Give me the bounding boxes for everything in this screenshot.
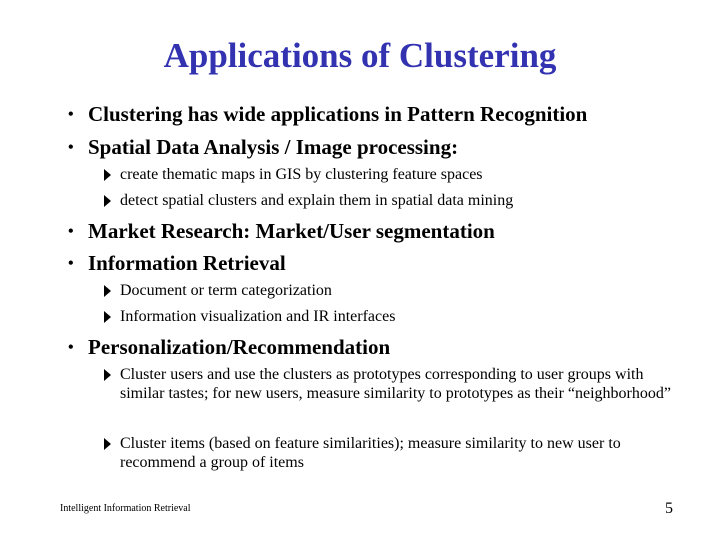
sub-bullet-text: Cluster items (based on feature similarities); measure similarity to new user to recommend a group of items: [120, 435, 621, 471]
bullet-icon: •: [68, 255, 74, 272]
triangle-bullet-icon: [104, 195, 111, 207]
sub-bullet-text: Document or term categorization: [120, 282, 332, 299]
triangle-bullet-icon: [104, 169, 111, 181]
sub-bullet-item: [104, 308, 684, 327]
sub-bullet-item: [104, 366, 684, 404]
slide-title: Applications of Clustering: [163, 36, 557, 75]
sub-bullet-item: [104, 192, 684, 211]
bullet-text: Clustering has wide applications in Pattern Recognition: [88, 102, 588, 126]
bullet-item: [68, 104, 587, 125]
triangle-bullet-icon: [104, 311, 111, 323]
sub-bullet-text: Information visualization and IR interfaces: [120, 308, 396, 325]
bullet-icon: •: [68, 106, 74, 123]
bullet-icon: •: [68, 339, 74, 356]
bullet-item: [68, 221, 495, 242]
sub-bullet-text: detect spatial clusters and explain them in spatial data mining: [120, 192, 514, 209]
bullet-item: [68, 253, 286, 274]
bullet-text: Spatial Data Analysis / Image processing:: [88, 135, 459, 159]
sub-bullet-text: create thematic maps in GIS by clustering feature spaces: [120, 166, 483, 183]
bullet-item: [68, 137, 458, 158]
sub-bullet-item: [104, 166, 684, 185]
sub-bullet-item: [104, 435, 684, 473]
bullet-icon: •: [68, 223, 74, 240]
bullet-item: [68, 337, 390, 358]
page-number: 5: [665, 500, 673, 517]
bullet-text: Personalization/Recommendation: [88, 335, 391, 359]
triangle-bullet-icon: [104, 438, 111, 450]
sub-bullet-text: Cluster users and use the clusters as prototypes corresponding to user groups with similar tastes; for new users, measure similarity to prototypes as their “neighborhood”: [120, 366, 671, 402]
footer-course-name: Intelligent Information Retrieval: [60, 503, 191, 514]
bullet-text: Market Research: Market/User segmentation: [88, 219, 495, 243]
triangle-bullet-icon: [104, 285, 111, 297]
bullet-text: Information Retrieval: [88, 251, 286, 275]
sub-bullet-item: [104, 282, 684, 301]
triangle-bullet-icon: [104, 369, 111, 381]
bullet-icon: •: [68, 139, 74, 156]
